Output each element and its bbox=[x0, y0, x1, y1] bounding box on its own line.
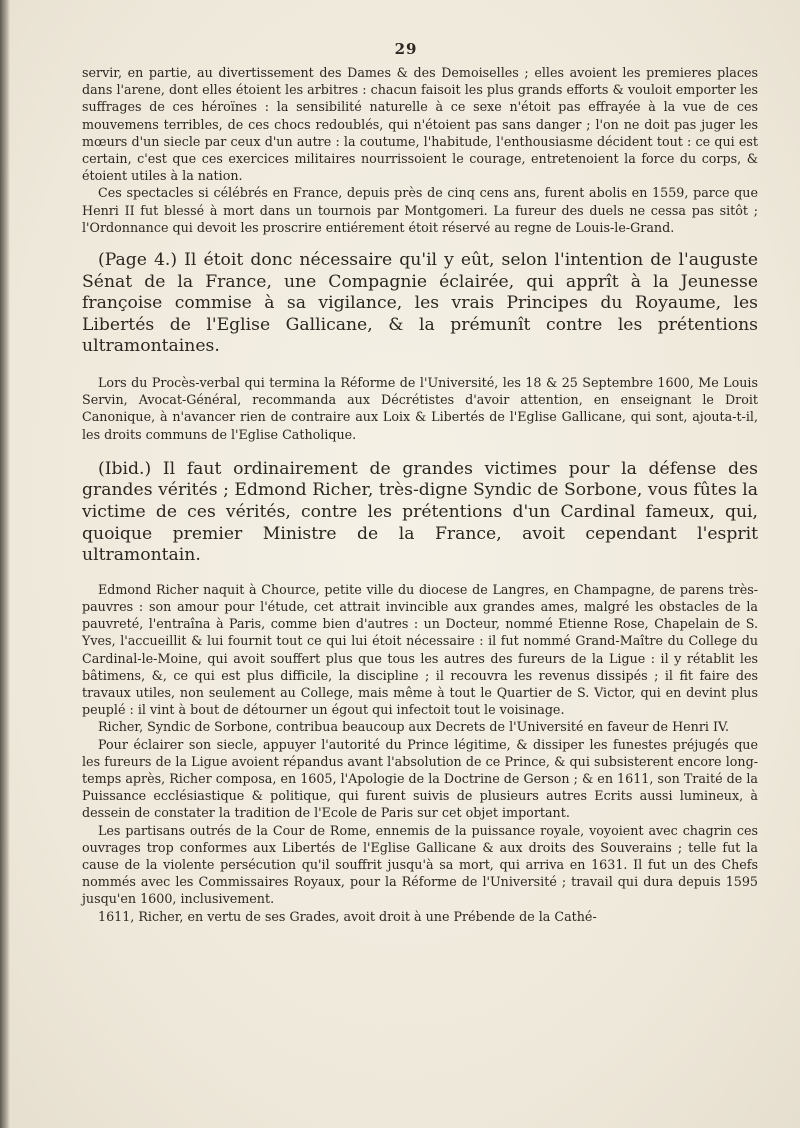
binding-shadow bbox=[0, 0, 10, 1128]
paragraph-ibid: (Ibid.) Il faut ordinairement de grandes victimes pour la défense des grandes vérités ; Edmond Richer, très-digne Syndic de Sorbone, vous fûtes la victime de ces vérités, contre les prétentions d'un Cardinal fameux, qui, quoique premier Ministre de la France, avoit cependant l'esprit ultramontain. bbox=[82, 458, 758, 566]
page-number: 29 bbox=[394, 40, 418, 58]
paragraph-richer-birth: Edmond Richer naquit à Chource, petite ville du diocese de Langres, en Champagne, de parens très-pauvres : son amour pour l'étude, cet attrait invincible aux grandes ames, malgré les obstacles de la pauvreté, l'entraîna à Paris, comme bien d'autres : un Docteur, nommé Etienne Rose, Chapelain de S. Yves, l'accueillit & lui fournit tout ce qui lui étoit nécessaire : il fut nommé Grand-Maître du College du Cardinal-le-Moine, qui avoit souffert plus que tous les autres des fureurs de la Ligue : il y rétablit les bâtimens, &, ce qui est plus difficile, la discipline ; il recouvra les revenus dissipés ; il fit faire des travaux utiles, non seulement au College, mais même à tout le Quartier de S. Victor, qui en devint plus peuplé : il vint à bout de détourner un égout qui infectoit tout le voisinage. bbox=[82, 581, 758, 718]
paragraph-page4: (Page 4.) Il étoit donc nécessaire qu'il y eût, selon l'intention de l'auguste Sénat de la France, une Compagnie éclairée, qui apprît à la Jeunesse françoise commise à sa vigilance, les vrais Principes du Royaume, les Libertés de l'Eglise Gallicane, & la prémunît contre les prétentions ultramontaines. bbox=[82, 250, 758, 357]
paragraph-proces-verbal: Lors du Procès-verbal qui termina la Réforme de l'Université, les 18 & 25 Septembre 1600, Me Louis Servin, Avocat-Général, recommanda aux Décrétistes d'avoir attention, en enseignant le Droit Canonique, à n'avancer rien de contraire aux Loix & Libertés de l'Eglise Gallicane, qui sont, ajouta-t-il, les droits communs de l'Eglise Catholique. bbox=[82, 375, 758, 442]
text-column bbox=[82, 64, 758, 925]
paragraph-richer-syndic: Richer, Syndic de Sorbone, contribua beaucoup aux Decrets de l'Université en faveur de Henri IV. bbox=[98, 719, 729, 735]
paragraph-spectacles: Ces spectacles si célébrés en France, depuis près de cinq cens ans, furent abolis en 1559, parce que Henri II fut blessé à mort dans un tournois par Montgomeri. La fureur des duels ne cessa pas sitôt ; l'Ordonnance qui devoit les proscrire entiérement étoit réservé au regne de Louis-le-Grand. bbox=[82, 185, 758, 235]
paragraph-richer-writings: Pour éclairer son siecle, appuyer l'autorité du Prince légitime, & dissiper les funestes préjugés que les fureurs de la Ligue avoient répandus avant l'absolution de ce Prince, & qui subsisterent encore long-temps après, Richer composa, en 1605, l'Apologie de la Doctrine de Gerson ; & en 1611, son Traité de la Puissance ecclésiastique & politique, qui furent suivis de plusieurs autres Ecrits aussi lumineux, à dessein de constater la tradition de l'Ecole de Paris sur cet objet important. bbox=[82, 736, 758, 821]
paragraph-partisans: Les partisans outrés de la Cour de Rome, ennemis de la puissance royale, voyoient avec chagrin ces ouvrages trop conformes aux Libertés de l'Eglise Gallicane & aux droits des Souverains ; telle fut la cause de la violente persécution qu'il souffrit jusqu'à sa mort, qui arriva en 1631. Il fut un des Chefs nommés avec les Commissaires Royaux, pour la Réforme de l'Université ; travail qui dura depuis 1595 jusqu'en 1600, inclusivement. bbox=[82, 822, 758, 907]
paragraph-tournament: servir, en partie, au divertissement des Dames & des Demoiselles ; elles avoient les premieres places dans l'arene, dont elles étoient les arbitres : chacun faisoit les plus grands efforts & vouloit emporter les suffrages de ces héroïnes : la sensibilité naturelle à ce sexe n'étoit pas effrayée à la vue de ces mouvemens terribles, de ces chocs redoublés, qui n'étoient pas sans danger ; l'on ne doit pas juger les mœurs d'un siecle par ceux d'un autre : la coutume, l'habitude, l'enthousiasme décident tout : ce qui est certain, c'est que ces exercices militaires nourrissoient le courage, entretenoient la force du corps, & étoient utiles à la nation. bbox=[82, 65, 758, 184]
paragraph-prebende: 1611, Richer, en vertu de ses Grades, avoit droit à une Prébende de la Cathé- bbox=[98, 908, 597, 924]
